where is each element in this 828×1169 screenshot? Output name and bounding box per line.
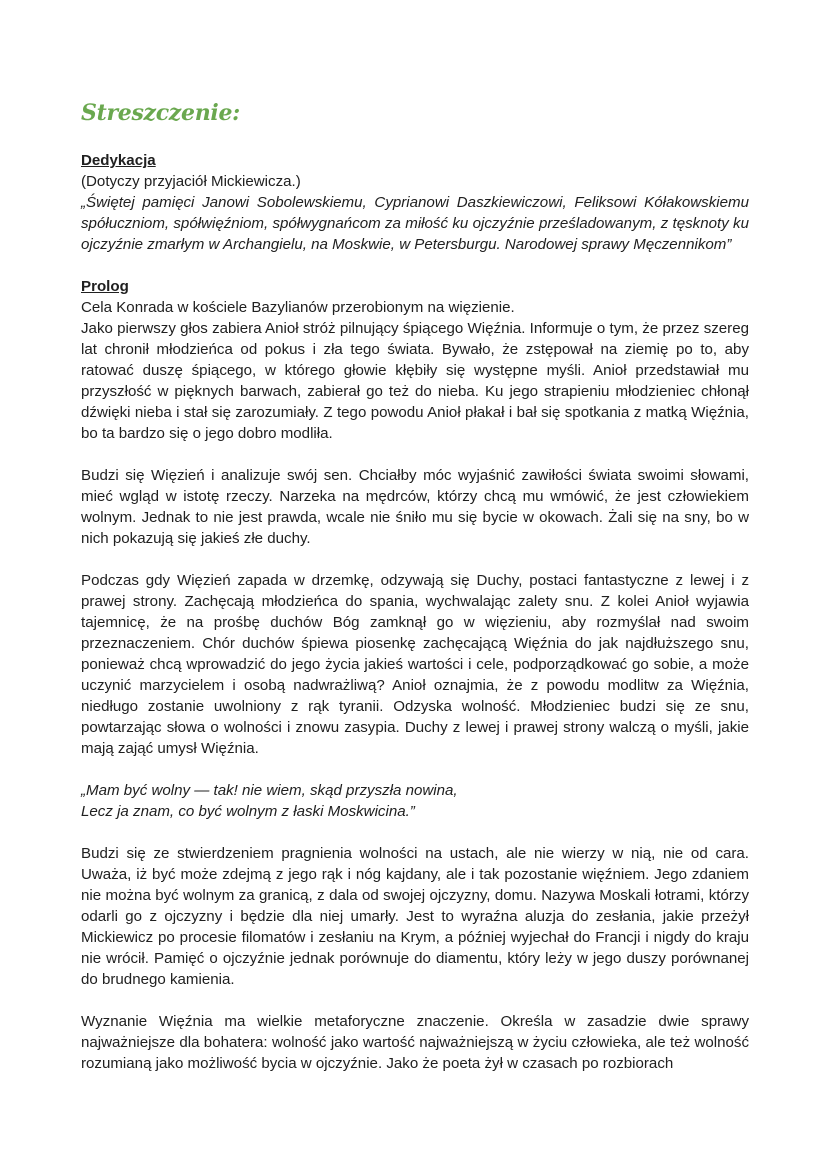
- prolog-paragraph-4: Budzi się ze stwierdzeniem pragnienia wolności na ustach, ale nie wierzy w nią, nie od cara. Uważa, iż być może zdejmą z jego rąk i nóg kajdany, ale i tak pozostanie więźniem. Jego zdaniem nie można być wolnym za granicą, z dala od swojej ojczyzny, domu. Nazywa Moskali łotrami, którzy odarli go z ojczyzny i będzie dla niej umarły. Jest to wyraźna aluzja do zesłania, jakie przeżył Mickiewicz po procesie filomatów i zesłaniu na Krym, a później wyjechał do Francji i nigdy do kraju nie wrócił. Pamięć o ojczyźnie jednak porównuje do diamentu, który leży w jego duszy porównanej do brudnego kamienia.: [81, 845, 749, 988]
- spacer: [81, 822, 749, 843]
- dedication-note: (Dotyczy przyjaciół Mickiewicza.): [81, 173, 301, 190]
- prolog-setting: Cela Konrada w kościele Bazylianów przerobionym na więzienie.: [81, 299, 515, 316]
- document-body: [81, 98, 749, 1074]
- prolog-paragraph-5: Wyznanie Więźnia ma wielkie metaforyczne znaczenie. Określa w zasadzie dwie sprawy najważniejsze dla bohatera: wolność jako wartość najważniejszą w życiu człowieka, ale też wolność rozumianą jako możliwość bycia w ojczyźnie. Jako że poeta żył w czasach po rozbiorach: [81, 1013, 749, 1072]
- spacer: [81, 255, 749, 276]
- prolog-paragraph-3: Podczas gdy Więzień zapada w drzemkę, odzywają się Duchy, postaci fantastyczne z lewej i z prawej strony. Zachęcają młodzieńca do spania, wychwalając zalety snu. Z kolei Anioł wyjawia tajemnicę, że na prośbę duchów Bóg zamknął go w więzieniu, aby rozmyślał nad swoim przeznaczeniem. Chór duchów śpiewa piosenkę zachęcającą Więźnia do jak najdłuższego snu, ponieważ chcą wprowadzić do jego życia jakieś wartości i cele, podporządkować go sobie, a może uczynić marzycielem i osobą nadwrażliwą? Anioł oznajmia, że z powodu modlitw za Więźnia, niedługo zostanie uwolniony z rąk tyranii. Odzyska wolność. Młodzieniec budzi się ze snu, powtarzając słowa o wolności i znowu zasypia. Duchy z lewej i prawej strony walczą o myśli, jakie mają zająć umysł Więźnia.: [81, 572, 749, 757]
- dedication-quote: „Świętej pamięci Janowi Sobolewskiemu, Cyprianowi Daszkiewiczowi, Feliksowi Kółakowskiemu spółuczniom, spółwięźniom, spółwygnańcom za miłość ku ojczyźnie prześladowanym, z tęsknoty ku ojczyźnie zmarłym w Archangielu, na Moskwie, w Petersburgu. Narodowej sprawy Męczennikom”: [81, 194, 749, 253]
- verse-line-1: „Mam być wolny — tak! nie wiem, skąd przyszła nowina,: [81, 782, 458, 799]
- spacer: [81, 444, 749, 465]
- prolog-heading: Prolog: [81, 278, 129, 295]
- prolog-paragraph-1: Jako pierwszy głos zabiera Anioł stróż pilnujący śpiącego Więźnia. Informuje o tym, że przez szereg lat chronił młodzieńca od pokus i zła tego świata. Bywało, że zstępował na ziemię po to, aby ratować duszę śpiącego, w którego głowie kłębiły się występne myśli. Anioł przedstawiał mu przyszłość w pięknych barwach, zabierał go też do nieba. Ku jego strapieniu młodzieniec chłonął dźwięki nieba i stał się zarozumiały. Z tego powodu Anioł płakał i bał się spotkania z matką Więźnia, bo ta bardzo się o jego dobro modliła.: [81, 320, 749, 442]
- spacer: [81, 759, 749, 780]
- spacer: [81, 990, 749, 1011]
- summary-title: Streszczenie:: [81, 100, 240, 126]
- spacer: [81, 549, 749, 570]
- dedication-heading: Dedykacja: [81, 152, 156, 169]
- prolog-paragraph-2: Budzi się Więzień i analizuje swój sen. Chciałby móc wyjaśnić zawiłości świata swoimi słowami, mieć wgląd w istotę rzeczy. Narzeka na mędrców, którzy chcą mu wmówić, że jest człowiekiem wolnym. Jednak to nie jest prawda, wcale nie śniło mu się bycie w okowach. Żali się na sny, bo w nich pokazują się jakieś złe duchy.: [81, 467, 749, 547]
- verse-line-2: Lecz ja znam, co być wolnym z łaski Moskwicina.”: [81, 803, 415, 820]
